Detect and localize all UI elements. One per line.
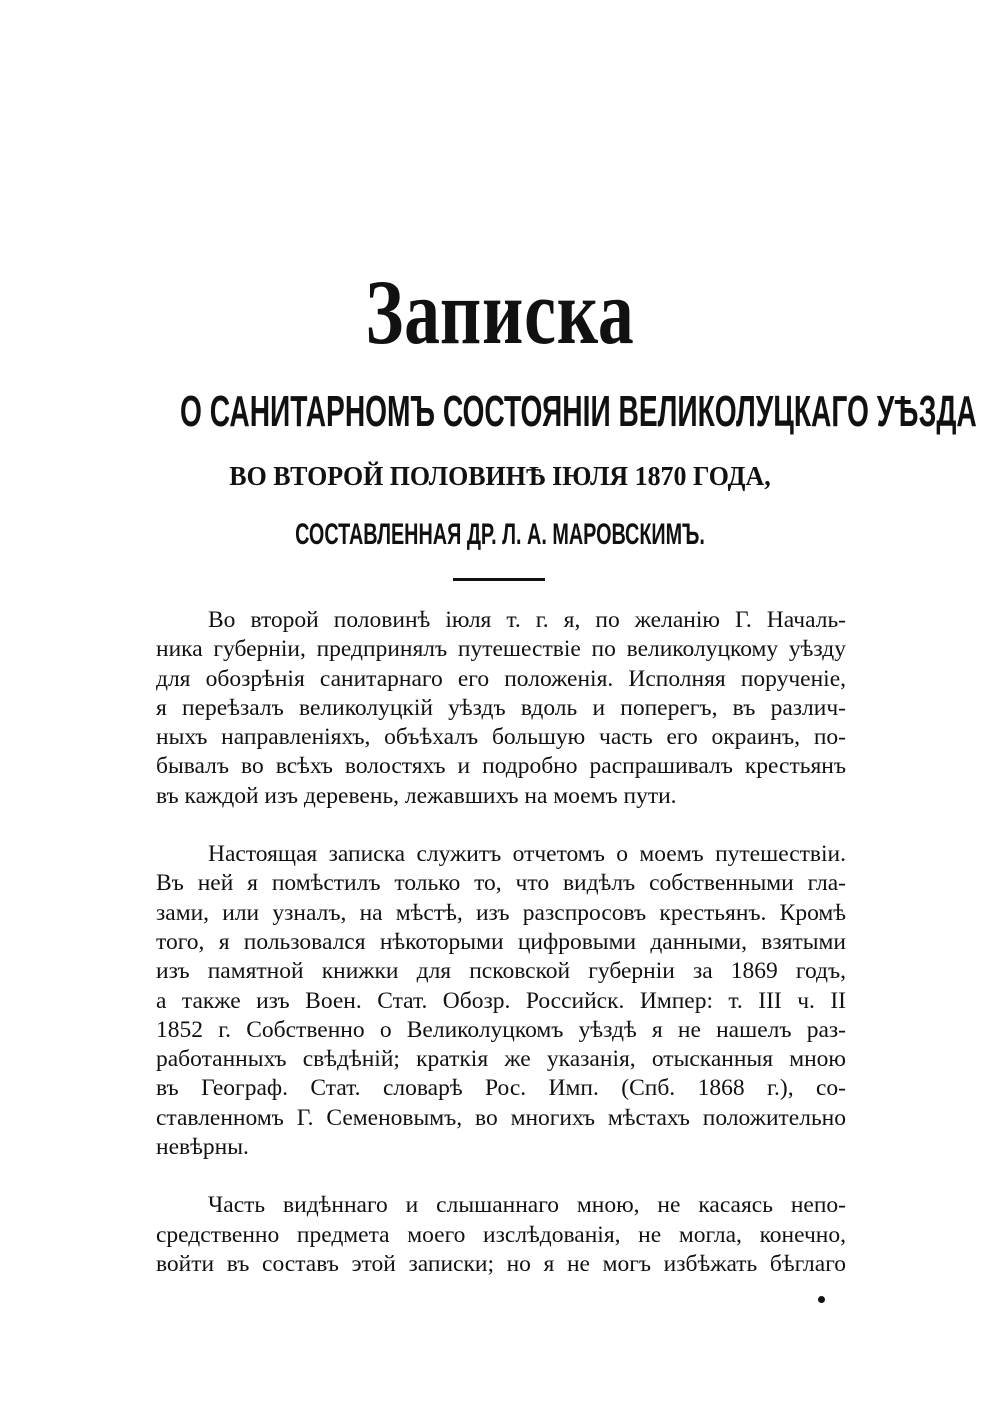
text-line: бывалъ во всѣхъ волостяхъ и подробно распрашивалъ крестьянъ [156, 753, 846, 780]
author-line: СОСТАВЛЕННАЯ ДР. Л. А. МАРОВСКИМЪ. [295, 518, 705, 551]
title-divider [453, 578, 545, 581]
text-line: ника губерніи, предпринялъ путешествіе по великолуцкому уѣзду [156, 636, 846, 663]
text-line: въ Географ. Стат. словарѣ Рос. Имп. (Спб. 1868 г.), со- [156, 1075, 846, 1102]
text-line: я переѣзалъ великолуцкій уѣздъ вдоль и поперегъ, въ различ- [156, 694, 846, 721]
text-line: Настоящая записка служитъ отчетомъ о моемъ путешествіи. [208, 841, 846, 868]
body-text [156, 606, 846, 1308]
paragraph-2 [156, 840, 846, 1162]
ink-mark [818, 1296, 825, 1303]
text-line: а также изъ Воен. Стат. Обозр. Российск. Импер: т. III ч. II [156, 987, 846, 1014]
text-line: ставленномъ Г. Семеновымъ, во многихъ мѣстахъ положительно [156, 1104, 846, 1131]
text-line: работанныхъ свѣдѣній; краткія же указанія, отысканныя мною [156, 1046, 846, 1073]
text-line: Въ ней я помѣстилъ только то, что видѣлъ собственными гла- [156, 870, 846, 897]
text-line: средственно предмета моего изслѣдованія, не могла, конечно, [156, 1221, 846, 1248]
text-line: невѣрны. [156, 1134, 249, 1161]
document-subtitle: О САНИТАРНОМЪ СОСТОЯНІИ ВЕЛИКОЛУЦКАГО УѢЗДА [180, 387, 977, 436]
paragraph-1 [156, 606, 846, 811]
text-line: ныхъ направленіяхъ, объѣхалъ большую часть его окраинъ, по- [156, 724, 846, 751]
document-title: Записка [365, 261, 635, 363]
date-line: ВО ВТОРОЙ ПОЛОВИНѢ ІЮЛЯ 1870 ГОДА, [229, 461, 771, 491]
text-line: того, я пользовался нѣкоторыми цифровыми данными, взятыми [156, 928, 846, 955]
text-line: Во второй половинѣ іюля т. г. я, по желанію Г. Началь- [208, 607, 846, 633]
text-line: изъ памятной книжки для псковской губерніи за 1869 годъ, [156, 958, 846, 985]
paragraph-3 [156, 1191, 846, 1279]
text-line: зами, или узналъ, на мѣстѣ, изъ разспросовъ крестьянъ. Кромѣ [156, 899, 846, 926]
text-line: войти въ составъ этой записки; но я не могъ избѣжать бѣглаго [156, 1250, 846, 1277]
text-line: для обозрѣнія санитарнаго его положенія. Исполняя порученіе, [156, 665, 846, 692]
text-line: Часть видѣннаго и слышаннаго мною, не касаясь непо- [208, 1192, 846, 1219]
text-line: 1852 г. Собственно о Великолуцкомъ уѣздѣ я не нашелъ раз- [156, 1016, 846, 1043]
text-line: въ каждой изъ деревень, лежавшихъ на моемъ пути. [156, 782, 677, 809]
